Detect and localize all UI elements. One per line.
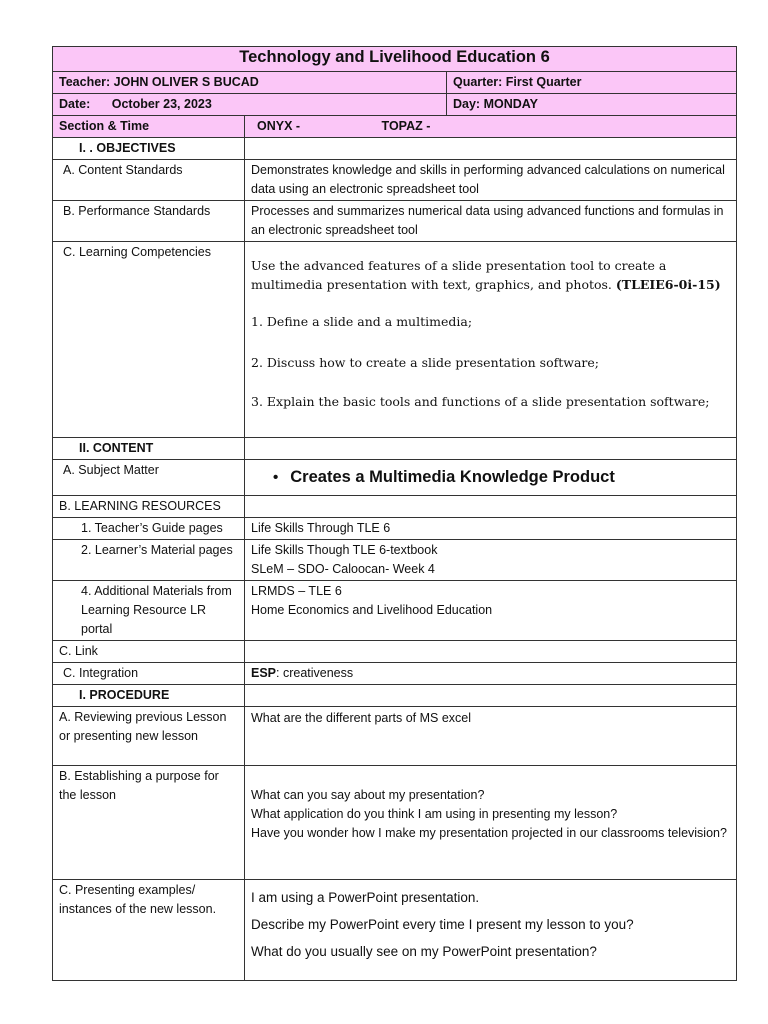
learners-material-value-2: SLeM – SDO- Caloocan- Week 4 [251, 562, 435, 576]
procedure-heading-row [53, 685, 737, 707]
section-values [245, 116, 737, 138]
examples-line-1: I am using a PowerPoint presentation. [251, 890, 480, 905]
additional-materials-value [245, 581, 737, 641]
review-row [53, 707, 737, 766]
teachers-guide-value: Life Skills Through TLE 6 [245, 518, 737, 540]
link-row [53, 641, 737, 663]
examples-line-2: Describe my PowerPoint every time I present my lesson to you? [251, 917, 634, 932]
objectives-heading-row [53, 138, 737, 160]
integration-bold: ESP [251, 666, 277, 680]
link-label: C. Link [53, 641, 245, 663]
content-standards-value: Demonstrates knowledge and skills in performing advanced calculations on numerical data using an electronic spreadsheet tool [245, 160, 737, 201]
examples-row [53, 880, 737, 981]
examples-value [245, 880, 737, 981]
examples-label: C. Presenting examples/ instances of the new lesson. [53, 880, 245, 981]
additional-materials-label: 4. Additional Materials from Learning Resource LR portal [53, 581, 245, 641]
purpose-label: B. Establishing a purpose for the lesson [53, 766, 245, 880]
purpose-row [53, 766, 737, 880]
learners-material-value [245, 540, 737, 581]
teachers-guide-row [53, 518, 737, 540]
content-standards-label: A. Content Standards [53, 160, 245, 201]
date-label: Date: [59, 97, 91, 111]
resources-heading: B. LEARNING RESOURCES [53, 496, 245, 518]
examples-line-3: What do you usually see on my PowerPoint presentation? [251, 944, 597, 959]
date-field [53, 94, 447, 116]
competency-item-3: 3. Explain the basic tools and functions of a slide presentation software; [251, 394, 710, 409]
review-label: A. Reviewing previous Lesson or presenting new lesson [53, 707, 245, 766]
additional-materials-row [53, 581, 737, 641]
teacher-field: Teacher: JOHN OLIVER S BUCAD [53, 72, 447, 94]
performance-standards-value: Processes and summarizes numerical data using advanced functions and formulas in an electronic spreadsheet tool [245, 201, 737, 242]
additional-materials-value-2: Home Economics and Livelihood Education [251, 603, 493, 617]
content-heading-row [53, 438, 737, 460]
learners-material-value-1: Life Skills Though TLE 6-textbook [251, 543, 438, 557]
section-row [53, 116, 737, 138]
competency-item-2: 2. Discuss how to create a slide presentation software; [251, 355, 599, 370]
integration-label: C. Integration [53, 663, 245, 685]
objectives-heading: I. . OBJECTIVES [53, 138, 245, 160]
integration-rest: : creativeness [276, 666, 354, 680]
quarter-field: Quarter: First Quarter [447, 72, 737, 94]
purpose-question-3: Have you wonder how I make my presentation projected in our classrooms television? [251, 826, 727, 840]
section-topaz: TOPAZ - [381, 119, 431, 133]
teachers-guide-label: 1. Teacher’s Guide pages [53, 518, 245, 540]
subject-matter-value [245, 460, 737, 496]
date-row [53, 94, 737, 116]
purpose-question-2: What application do you think I am using in presenting my lesson? [251, 807, 618, 821]
integration-row [53, 663, 737, 685]
content-heading: II. CONTENT [53, 438, 245, 460]
subject-matter-row [53, 460, 737, 496]
resources-heading-row [53, 496, 737, 518]
learning-competencies-label: C. Learning Competencies [53, 242, 245, 438]
learners-material-label: 2. Learner’s Material pages [53, 540, 245, 581]
date-value: October 23, 2023 [111, 97, 212, 111]
learning-competencies-row [53, 242, 737, 438]
teacher-row [53, 72, 737, 94]
purpose-question-1: What can you say about my presentation? [251, 788, 485, 802]
learners-material-row [53, 540, 737, 581]
content-standards-row [53, 160, 737, 201]
competencies-intro: Use the advanced features of a slide presentation tool to create a multimedia presentation with text, graphics, and photos. [251, 258, 667, 292]
title-row [53, 47, 737, 72]
competencies-code: (TLEIE6-0i-15) [615, 277, 721, 292]
integration-value [245, 663, 737, 685]
day-field: Day: MONDAY [447, 94, 737, 116]
additional-materials-value-1: LRMDS – TLE 6 [251, 584, 342, 598]
page-title: Technology and Livelihood Education 6 [53, 47, 737, 72]
lesson-plan-table [52, 46, 737, 981]
subject-matter-text: • Creates a Multimedia Knowledge Product [251, 468, 615, 486]
performance-standards-label: B. Performance Standards [53, 201, 245, 242]
review-value: What are the different parts of MS excel [245, 707, 737, 766]
learning-competencies-value [245, 242, 737, 438]
performance-standards-row [53, 201, 737, 242]
purpose-value [245, 766, 737, 880]
section-onyx: ONYX - [257, 119, 301, 133]
competency-item-1: 1. Define a slide and a multimedia; [251, 314, 473, 329]
subject-matter-label: A. Subject Matter [53, 460, 245, 496]
procedure-heading: I. PROCEDURE [53, 685, 245, 707]
section-label: Section & Time [53, 116, 245, 138]
